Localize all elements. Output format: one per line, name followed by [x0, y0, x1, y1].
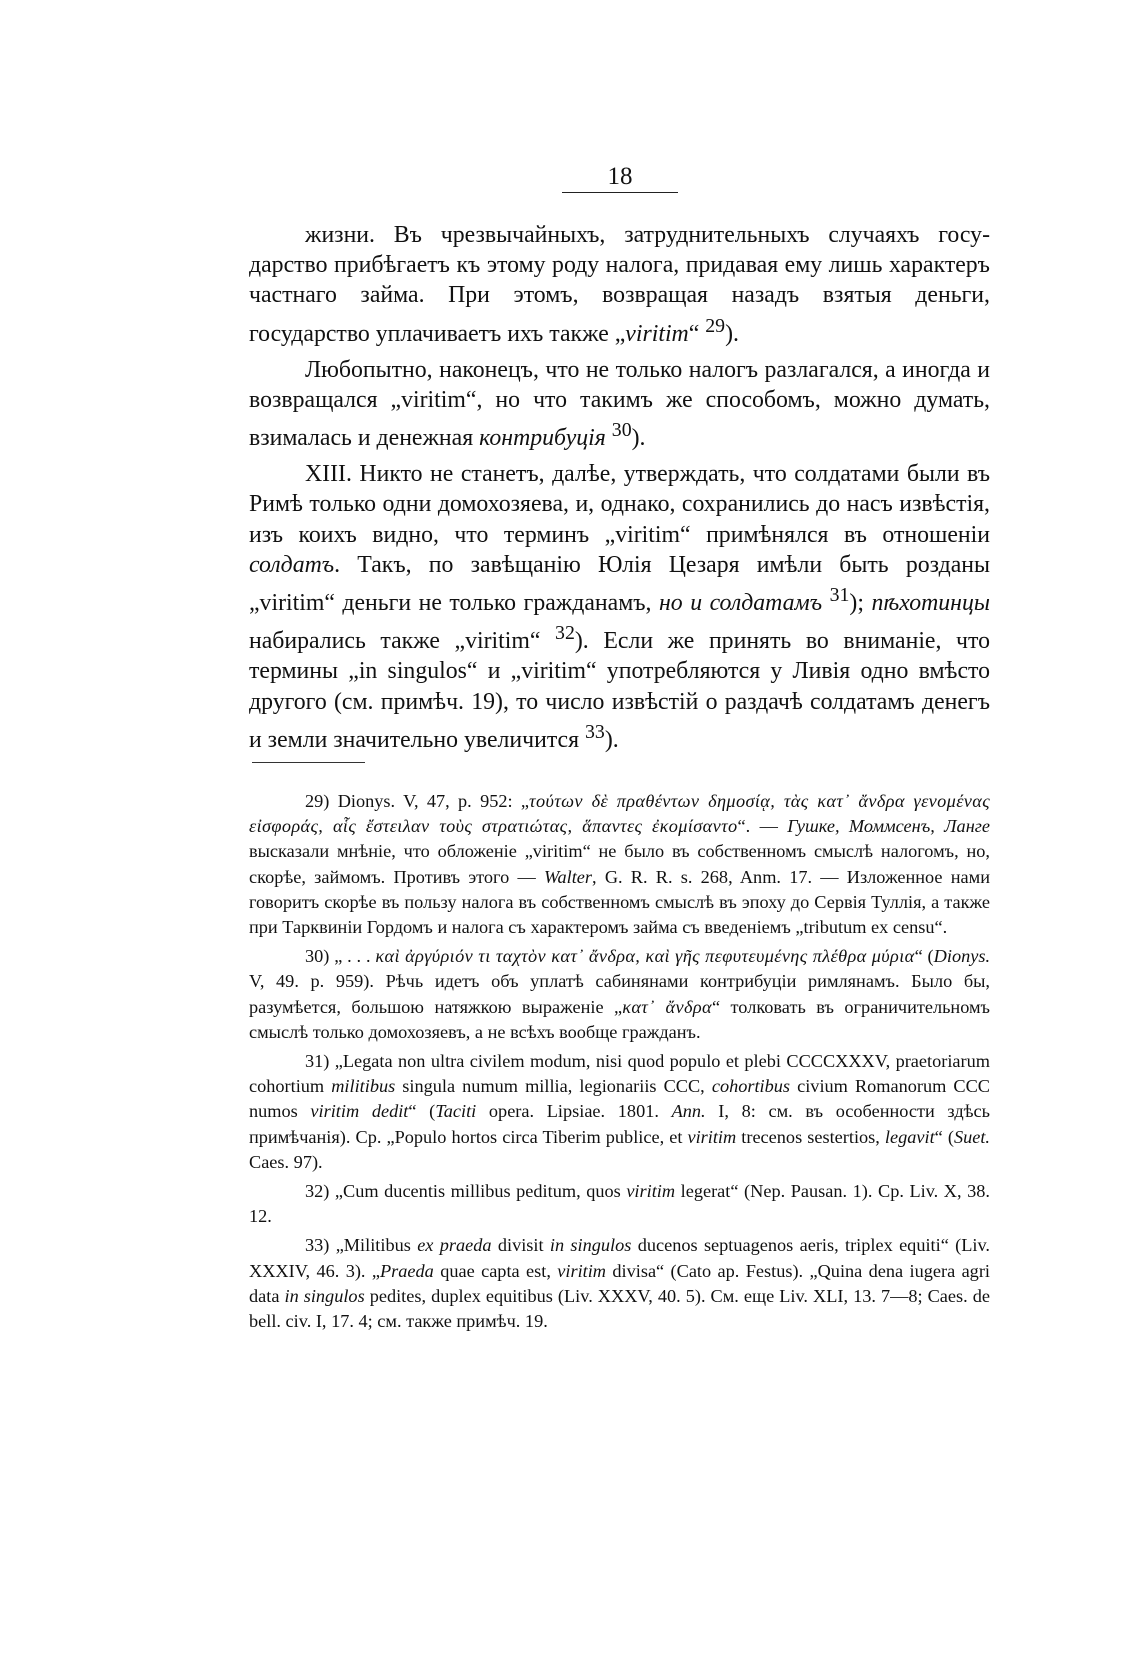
italic-run: viritim	[625, 320, 689, 347]
text-run: ).	[631, 425, 646, 452]
text-run: divisit	[491, 1235, 550, 1256]
text-run: opera. Lipsiae. 1801.	[476, 1101, 672, 1122]
text-run: “. —	[737, 816, 788, 837]
italic-run: Ann.	[671, 1101, 706, 1122]
footnote-ref: 32	[555, 622, 575, 645]
footnote-33	[249, 1233, 990, 1334]
text-run: ducenos septuagenos aeris, triplex equiti“ (Liv. XXXIV, 46. 3). „	[249, 1235, 990, 1281]
footnote-ref: 29	[705, 314, 726, 337]
italic-run: Taciti	[435, 1101, 477, 1122]
text-run: жизни. Въ чрезвычайныхъ, затруднительныхъ случаяхъ государство прибѣгаетъ къ этому роду налога, придавая ему лишь характеръ частнаго займа. При этомъ, возвращая назадъ взятыя деньги, государство уплачиваетъ ихъ также „	[249, 222, 990, 347]
footnote-29	[249, 789, 990, 940]
text-run: Любопытно, наконецъ, что не только налогъ разлагался, а иногда и возвращался „viritim“, но что такимъ же способомъ, можно думать, взималась и денежная	[249, 356, 990, 452]
italic-run: viritim dedit	[310, 1101, 409, 1122]
italic-run: Walter	[543, 866, 593, 887]
italic-run: in singulos	[549, 1235, 632, 1256]
footnote-ref: 31	[829, 584, 850, 607]
paragraph	[249, 220, 990, 349]
greek-quote: κατ᾽ ἄνδρα	[622, 996, 712, 1017]
text-run: divisa“ (Cato ap. Festus). „Quina dena iugera agri data	[249, 1260, 990, 1306]
footnote-30	[249, 944, 990, 1045]
text-run: ).	[725, 320, 739, 347]
main-text	[249, 220, 990, 755]
italic-run: in singulos	[284, 1285, 365, 1306]
text-run: “	[688, 320, 706, 347]
italic-run: Suet.	[953, 1126, 990, 1147]
italic-run: viritim	[557, 1260, 607, 1281]
footnote-ref: 33	[585, 720, 605, 743]
italic-run: пѣхотинцы	[871, 590, 990, 616]
paragraph	[249, 355, 990, 454]
text-run: ).	[604, 726, 619, 753]
text-run: legerat“ (Nep. Pausan. 1). Ср. Liv. X, 38. 12.	[249, 1181, 990, 1227]
paragraph	[249, 459, 990, 755]
greek-quote: καὶ ἀργύριόν τι ταχτὸν κατ᾽ ἄνδρα, καὶ γῆς πεφυτευμένης πλέθρα μύρια	[375, 946, 915, 967]
italic-run: cohortibus	[711, 1076, 791, 1097]
italic-run: militibus	[331, 1076, 396, 1097]
footnote-31	[249, 1049, 990, 1175]
text-run: V, 49. p. 959). Рѣчь идетъ объ уплатѣ сабинянами контрибуціи римлянамъ. Было бы, разумѣется, большою натяжкою выраженіе „	[249, 971, 990, 1017]
italic-run: Dionys.	[933, 946, 991, 967]
text-run: 33) „Militibus	[305, 1235, 418, 1256]
text-run: trecenos sestertios,	[736, 1126, 885, 1147]
footnote-32	[249, 1179, 990, 1229]
text-run: quae capta est,	[433, 1260, 558, 1281]
text-run: “ (	[408, 1101, 436, 1122]
text-run: . Такъ, по завѣщанію Юлія Цезаря имѣли быть розданы „viritim“ деньги не только гражданамъ,	[249, 551, 990, 616]
text-run: 31) „Legata non ultra civilem modum, nisi quod populo et plebi CCCCXXXV, praetoriarum cohortium	[249, 1051, 990, 1097]
text-run: civium Romanorum CCC numos	[249, 1076, 990, 1122]
text-run: I, 8: см. въ особенности здѣсь примѣчанія). Ср. „Populo hortos circa Tiberim publice, et	[249, 1101, 991, 1147]
text-run	[822, 590, 830, 616]
footnote-separator	[252, 762, 365, 763]
text-run: “ толковать въ ограничительномъ смыслѣ только домохозяевъ, а не всѣхъ вообще гражданъ.	[249, 996, 991, 1042]
text-run: 32) „Cum ducentis millibus peditum, quos	[305, 1181, 627, 1202]
text-run: высказали мнѣніе, что обложеніе „viritim“ не было въ собственномъ смыслѣ налогомъ, но, скорѣе, займомъ. Противъ этого —	[249, 841, 990, 887]
italic-run: legavit	[884, 1126, 935, 1147]
italic-run: viritim	[626, 1181, 676, 1202]
text-run: Caes. 97).	[249, 1151, 323, 1172]
page-number: 18	[562, 162, 678, 193]
italic-run: ex praeda	[417, 1235, 492, 1256]
text-run: ). Если же принять во вниманіе, что термины „in singulos“ и „viritim“ употребляются у Ливія одно вмѣсто другого (см. примѣч. 19), то число извѣстій о раздачѣ солдатамъ денегъ и земли значительно увеличится	[249, 628, 990, 753]
footnotes	[249, 789, 990, 1334]
italic-run: контрибуція	[479, 425, 606, 452]
text-run: “ (	[914, 946, 934, 967]
text-run: pedites, duplex equitibus (Liv. XXXV, 40. 5). См. еще Liv. XLI, 13. 7—8; Caes. de bell. civ. I, 17. 4; см. также примѣч. 19.	[249, 1285, 990, 1332]
text-run: “ (	[934, 1126, 954, 1147]
text-run: 30) „ . . .	[305, 946, 376, 967]
text-run: , G. R. R. s. 268, Anm. 17. — Изложенное нами говоритъ скорѣе въ пользу налога въ собственномъ смыслѣ въ эпоху до Сервія Туллія, а также при Тарквиніи Гордомъ и налога съ характеромъ займа съ введеніемъ „tributum ex censu“.	[249, 866, 990, 938]
text-run: );	[849, 590, 872, 616]
italic-run: Praeda	[380, 1260, 434, 1281]
italic-run: но и солдатамъ	[659, 590, 823, 616]
italic-run: viritim	[687, 1126, 737, 1147]
italic-run: Гушке, Моммсенъ, Ланге	[787, 816, 991, 837]
text-run: набирались также „viritim“	[249, 628, 556, 655]
text-run: XIII. Никто не станетъ, далѣе, утверждать, что солдатами были въ Римѣ только одни домохозяева, и, однако, сохранились до насъ извѣстія, изъ коихъ видно, что терминъ „viritim“ примѣнялся въ отношеніи	[249, 461, 990, 548]
footnote-ref: 30	[611, 419, 632, 442]
text-run: singula numum millia, legionariis CCC,	[395, 1076, 712, 1097]
italic-run: солдатъ	[249, 551, 335, 578]
greek-quote: τούτων δὲ πραθέντων δημοσίᾳ, τὰς κατ᾽ ἄνδρα γενομένας εἰσφοράς, αἷς ἔστειλαν τοὺς στρατιώτας, ἅπαντες ἐκομίσαντο	[249, 791, 990, 837]
text-run: 29) Dionys. V, 47, p. 952: „	[305, 791, 530, 811]
